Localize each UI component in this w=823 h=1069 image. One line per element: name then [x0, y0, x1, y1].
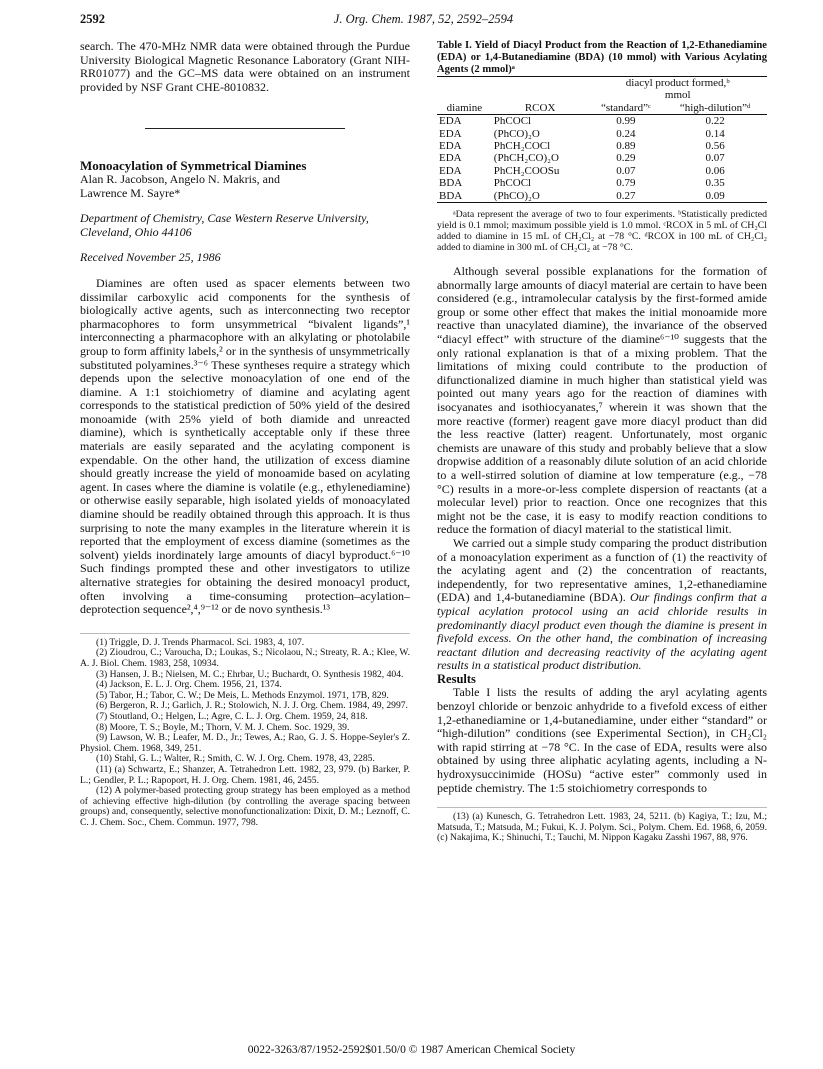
footnotes: [80, 633, 410, 829]
footnote: (10) Stahl, G. L.; Walter, R.; Smith, C. W. J. Org. Chem. 1978, 43, 2285.: [96, 753, 375, 765]
table-cell: 0.06: [705, 164, 725, 177]
table-caption: Table I. Yield of Diacyl Product from the Reaction of 1,2-Ethanediamine (EDA) or 1,4-Butanediamine (BDA) (10 mmol) with Various Acylating Agents (2 mmol)ᵃ: [437, 40, 767, 75]
table-row: [437, 165, 767, 177]
table-row: [437, 115, 767, 128]
footnote: (7) Stoutland, O.; Helgen, L.; Agre, C. L. J. Org. Chem. 1959, 24, 818.: [96, 710, 368, 722]
table-cell: (PhCO)₂O: [492, 190, 589, 203]
page-footer: 0022-3263/87/1952-2592$01.50/0 © 1987 American Chemical Society: [247, 1044, 576, 1056]
table-row: [437, 128, 767, 140]
table-cell: 0.27: [588, 190, 663, 203]
authors-line-2: Lawrence M. Sayre*: [80, 185, 181, 200]
table-cell: (PhCO)₂O: [493, 127, 540, 140]
footnote: (4) Jackson, E. L. J. Org. Chem. 1956, 21, 1374.: [96, 679, 282, 691]
findings-text: Our findings confirm that a typical acylation protocol using an acid chloride results in predominantly diacyl product even though the diamine is present in fivefold excess. On the other hand, the combination of increasing reactant dilution and decreasing reactivity of the acylating agent results in a statistical product distribution.: [437, 590, 768, 673]
intro-paragraph: Diamines are often used as spacer elements between two dissimilar carboxylic acid components for the synthesis of biologically active agents, such as interconnecting two receptor pharmacophores to form unsymmetrical “bivalent ligands”,¹ interconnecting a pharmacophore with an alkylating or photolabile group to form affinity labels,² or in the synthesis of unsymmetrically substituted polyamines.³⁻⁶ These syntheses require a strategy which depends upon the selective monoacylation of one end of the diamine. A 1:1 stoichiometry of diamine and acylating agent corresponds to the statistical prediction of 50% yield of the desired monoamide (with 25% yield of both diamide and unreacted diamine), which is synthetically acceptable only if these three materials are easily separated and the acylating component is expendable. On the other hand, the utilization of excess diamine should greatly increase the yield of monoamide based on acylating agent. In cases where the diamine is volatile (e.g., ethylenediamine) or otherwise easily separable, high isolated yields of monoacylated diamine should be readily obtained through this approach. It is thus surprising to note the many examples in the literature wherein it is reported that the employment of excess diamine (sometimes as the solvent) yields inordinately large amounts of diacyl byproduct.⁶⁻¹⁰ Such findings prompted these and other investigators to utilize alternative strategies for obtaining the desired monoacyl product, often involving a time-consuming protection–acylation–deprotection sequence²,⁴,⁹⁻¹² or de novo synthesis.¹³: [80, 275, 410, 617]
table-notes: ᵃData represent the average of two to four experiments. ᵇStatistically predicted yield is 0.1 mmol; maximum possible yield is 1.0 mmol. ᶜRCOX in 5 mL of CH₂Cl added to diamine in 15 mL of CH₂Cl₂ at −78 °C. ᵈRCOX in 100 mL of CH₂Cl₂ added to diamine in 300 mL of CH₂Cl₂ at −78 °C.: [437, 209, 767, 254]
affiliation-line-1: Department of Chemistry, Case Western Reserve University,: [80, 211, 369, 226]
table-cell: (PhCH₂CO)₂O: [493, 152, 559, 165]
section-divider: [145, 128, 345, 129]
diacyl-yield-table: [437, 76, 767, 203]
table-cell: EDA: [439, 115, 462, 128]
table-cell: BDA: [439, 177, 463, 190]
table-header-row: [437, 102, 767, 115]
table-cell: 0.56: [705, 140, 725, 153]
table-cell: 0.07: [705, 152, 725, 165]
footnote: (11) (a) Schwartz, E.; Shanzer, A. Tetrahedron Lett. 1982, 23, 979. (b) Barker, P. L.; Gendler, P. L.; Rapoport, H. J. Org. Chem. 1981, 46, 2455.: [80, 763, 410, 786]
results-paragraph: Table I lists the results of adding the aryl acylating agents benzoyl chloride or benzoic anhydride to a fivefold excess of either 1,2-ethanediamine or 1,4-butanediamine, under either “standard” or “high-dilution” conditions (see Experimental Section), in CH₂Cl₂ with rapid stirring at −78 °C. In the case of EDA, results were also obtained by using three aliphatic acylating agents, including a N-hydroxysuccinimide (HOSu) “active ester” commonly used in peptide chemistry. The 1:5 stoichiometry corresponds to: [437, 685, 767, 795]
paragraph-explanations: Although several possible explanations for the formation of abnormally large amounts of diacyl material are certain to have been considered (e.g., intramolecular catalysis by the first-formed amide group or some other effect that makes the initial monoamide more reactive than unacylated diamine), the invariance of the observed “diacyl effect” with structure of the diamine⁶⁻¹⁰ suggests that the only rational explanation is that of a mixing problem. That the limitations of mixing could contribute to the production of difunctionalized diamine in much higher than statistical yield was pointed out many years ago for the reaction of diamines with isocyanates and isothiocyanates,⁷ wherein it was shown that the more reactive (former) reagent gave more diacyl product than did the less reactive (latter) reagent. Unfortunately, most organic chemists are unaware of this study and probably believe that a slow dropwise addition of a reasonably dilute solution of an acid chloride to a well-stirred solution of diamine at low temperature (e.g., −78 °C) results in a more-or-less complete dispersion of reactants (at a molecular level) prior to reaction. Once one recognizes that this might not be the case, it is easy to modify reaction conditions to reduce the formation of diacyl material to the statistical limit.: [437, 264, 767, 537]
journal-citation: J. Org. Chem. 1987, 52, 2592–2594: [333, 12, 514, 26]
table-cell: PhCOCl: [493, 115, 532, 128]
table-cell: EDA: [439, 164, 462, 177]
page-number: 2592: [80, 12, 105, 26]
footnote: (2) Zioudrou, C.; Varoucha, D.; Loukas, S.; Nicolaou, N.; Streaty, R. A.; Klee, W. A. J. Biol. Chem. 1983, 258, 10934.: [80, 647, 410, 669]
footnote: (5) Tabor, H.; Tabor, C. W.; De Meis, L. Methods Enzymol. 1971, 17B, 829.: [96, 689, 389, 701]
footnote: (1) Triggle, D. J. Trends Pharmacol. Sci. 1983, 4, 107.: [96, 636, 305, 648]
table-row: [437, 140, 767, 152]
footnote: (12) A polymer-based protecting group strategy has been employed as a method of achieving effective high-dilution (by controlling the average spacing between groups) and, consequently, selective monofunctionalization: Dixit, D. M.; Leznoff, C. C. J. Chem. Soc., Chem. Commun. 1977, 798.: [80, 785, 410, 828]
authors-line-1: Alan R. Jacobson, Angelo N. Makris, and: [80, 171, 280, 186]
table-cell: 0.22: [705, 115, 725, 128]
table-row: [437, 177, 767, 189]
table-group-header: diacyl product formed,ᵇ mmol: [625, 77, 730, 102]
footnote: (6) Bergeron, R. J.; Garlich, J. R.; Stolowich, N. J. J. Org. Chem. 1984, 49, 2997.: [96, 700, 408, 712]
table-cell: 0.29: [616, 152, 636, 165]
table-cell: EDA: [439, 127, 462, 140]
table-cell: EDA: [439, 140, 462, 153]
table-cell: BDA: [437, 190, 492, 203]
paragraph-study: [437, 537, 767, 673]
table-cell: 0.99: [616, 115, 636, 128]
page-header: [80, 12, 767, 30]
footnote: (13) (a) Kunesch, G. Tetrahedron Lett. 1983, 24, 5211. (b) Kagiya, T.; Izu, M.; Matsuda, T.; Matsuda, M.; Fukui, K. J. Polym. Sci., Polym. Chem. Ed. 1968, 6, 2059. (c) Nakajima, K.; Shinuchi, T.; Tauchi, M. Nippon Kagaku Zasshi 1967, 88, 976.: [437, 811, 767, 844]
column-header: RCOX: [492, 102, 589, 115]
affiliation-line-2: Cleveland, Ohio 44106: [80, 224, 192, 239]
acknowledgment-text: search. The 470-MHz NMR data were obtained through the Purdue University Biological Magnetic Resonance Laboratory (Grant NIH-RR01077) and the GC–MS data were obtained on an instrument provided by NSF Grant CHE-8010832.: [80, 39, 410, 94]
footnote: (3) Hansen, J. B.; Nielsen, M. C.; Ehrbar, U.; Buchardt, O. Synthesis 1982, 404.: [96, 668, 404, 680]
table-cell: PhCH₂COCl: [493, 140, 551, 153]
table-cell: 0.07: [616, 164, 636, 177]
study-text: We carried out a simple study comparing the product distribution of a monoacylation experiment as a function of (1) the reactivity of the acylating agent and (2) the concentration of reactants, independently, for two representative amines, 1,2-ethanediamine (EDA) and 1,4-butanediamine (BDA).: [437, 535, 767, 605]
table-cell: 0.35: [705, 177, 725, 190]
received-date: Received November 25, 1986: [80, 250, 221, 265]
table-cell: PhCOCl: [493, 177, 532, 190]
table-row: [437, 190, 767, 203]
footnote: (8) Moore, T. S.; Boyle, M.; Thorn, V. M. J. Chem. Soc. 1929, 39.: [96, 721, 350, 733]
table-cell: 0.14: [705, 127, 725, 140]
table-cell: 0.24: [616, 127, 636, 140]
table-row: [437, 152, 767, 164]
footnote: (9) Lawson, W. B.; Leafer, M. D., Jr.; Tewes, A.; Rao, G. J. S. Hoppe-Seyler's Z. Physiol. Chem. 1968, 349, 251.: [80, 732, 410, 754]
right-column: [437, 40, 767, 844]
column-header: “standard”ᶜ: [588, 102, 663, 115]
column-header: diamine: [437, 102, 492, 115]
results-heading: Results: [437, 671, 476, 686]
table-cell: EDA: [439, 152, 462, 165]
article-title: Monoacylation of Symmetrical Diamines: [80, 158, 307, 174]
table-cell: PhCH₂COOSu: [493, 164, 560, 177]
left-column: [80, 40, 410, 828]
table-cell: 0.79: [616, 177, 636, 190]
table-group-header-row: [437, 77, 767, 102]
table-cell: 0.89: [616, 140, 636, 153]
column-header: “high-dilution”ᵈ: [663, 102, 767, 115]
table-cell: 0.09: [663, 190, 767, 203]
right-footnotes: [437, 807, 767, 844]
